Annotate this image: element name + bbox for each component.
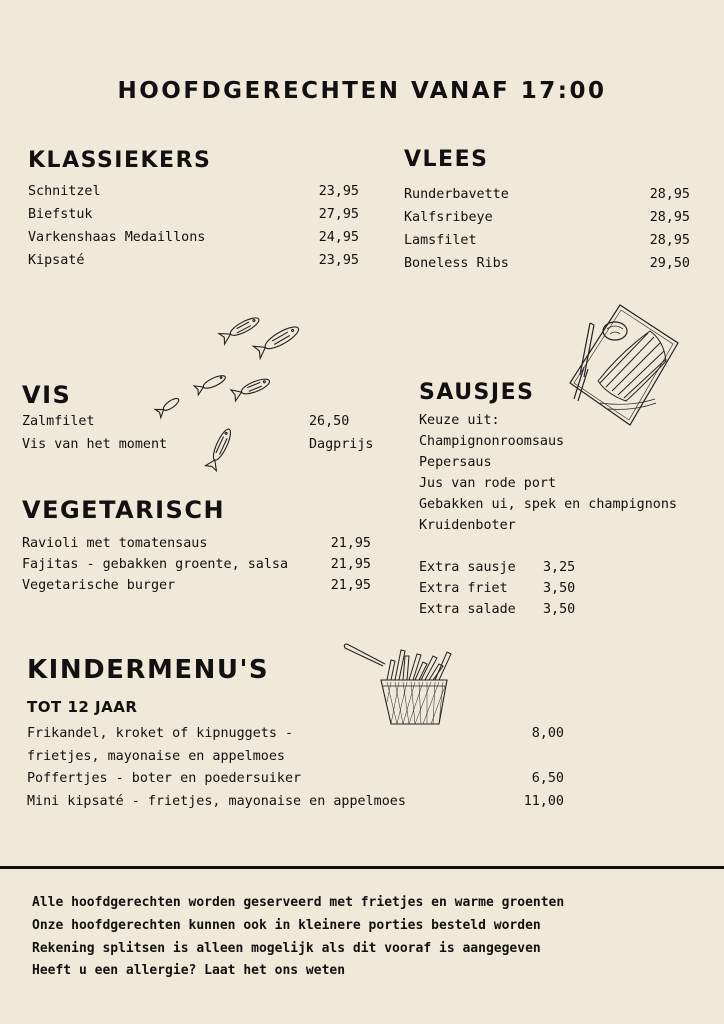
- menu-item-price: 26,50: [309, 414, 350, 429]
- menu-item-price: 21,95: [330, 536, 371, 551]
- menu-item-name: Runderbavette: [404, 187, 509, 202]
- fries-basket-illustration: [343, 642, 458, 728]
- menu-item-name: Kalfsribeye: [404, 210, 493, 225]
- menu-item-name: Ravioli met tomatensaus: [22, 536, 208, 551]
- extra-item-name: Extra salade: [419, 602, 516, 617]
- footer-line: Onze hoofdgerechten kunnen ook in kleinere porties besteld worden: [32, 918, 541, 933]
- footer-line: Rekening splitsen is alleen mogelijk als dit vooraf is aangegeven: [32, 941, 541, 956]
- steak-board-illustration: [560, 303, 682, 428]
- extra-item-name: Extra sausje: [419, 560, 516, 575]
- menu-item-name: Poffertjes - boter en poedersuiker: [27, 771, 302, 786]
- menu-item-price: Dagprijs: [309, 437, 374, 452]
- menu-item-price: 24,95: [318, 230, 359, 245]
- sausjes-intro: Keuze uit:: [419, 413, 500, 428]
- vis-heading: VIS: [22, 381, 72, 409]
- extra-item-price: 3,50: [543, 581, 576, 596]
- menu-item-name: Mini kipsaté - frietjes, mayonaise en appelmoes: [27, 794, 406, 809]
- footer-line: Heeft u een allergie? Laat het ons weten: [32, 963, 346, 978]
- fish-icon: [253, 322, 302, 358]
- menu-item-name: Varkenshaas Medaillons: [28, 230, 206, 245]
- extra-item-price: 3,25: [543, 560, 576, 575]
- menu-item-name: Lamsfilet: [404, 233, 477, 248]
- fish-icon: [194, 372, 227, 395]
- sauce-option: Jus van rode port: [419, 476, 557, 491]
- menu-item-price: 23,95: [318, 253, 359, 268]
- kindermenu-heading: KINDERMENU'S: [27, 655, 270, 685]
- menu-item-name: Boneless Ribs: [404, 256, 509, 271]
- menu-item-name: Vis van het moment: [22, 437, 168, 452]
- menu-item-name: Frikandel, kroket of kipnuggets -: [27, 726, 294, 741]
- section-divider: [0, 866, 724, 869]
- menu-item-price: 28,95: [649, 233, 690, 248]
- menu-item-name: Kipsaté: [28, 253, 85, 268]
- kindermenu-subheading: TOT 12 JAAR: [27, 698, 138, 716]
- menu-item-name: Zalmfilet: [22, 414, 95, 429]
- menu-item-price: 23,95: [318, 184, 359, 199]
- fish-illustration: [150, 318, 310, 463]
- vegetarisch-heading: VEGETARISCH: [22, 496, 226, 524]
- extra-item-name: Extra friet: [419, 581, 508, 596]
- menu-item-name: Vegetarische burger: [22, 578, 176, 593]
- footer-line: Alle hoofdgerechten worden geserveerd met frietjes en warme groenten: [32, 895, 565, 910]
- menu-item-price: 8,00: [531, 726, 564, 741]
- menu-item-price: 6,50: [531, 771, 564, 786]
- sauce-option: Kruidenboter: [419, 518, 516, 533]
- sausjes-heading: SAUSJES: [419, 380, 535, 405]
- fish-icon: [219, 314, 262, 344]
- menu-item-price: 27,95: [318, 207, 359, 222]
- menu-item-name: Fajitas - gebakken groente, salsa: [22, 557, 289, 572]
- menu-item-price: 11,00: [523, 794, 564, 809]
- fish-icon: [155, 395, 181, 418]
- fish-icon: [206, 427, 235, 471]
- menu-item-price: 29,50: [649, 256, 690, 271]
- sauce-option: Pepersaus: [419, 455, 492, 470]
- menu-item-price: 28,95: [649, 187, 690, 202]
- menu-item-name: Schnitzel: [28, 184, 101, 199]
- extra-item-price: 3,50: [543, 602, 576, 617]
- page-title: HOOFDGERECHTEN VANAF 17:00: [117, 78, 607, 104]
- menu-item-price: 28,95: [649, 210, 690, 225]
- menu-item-name-continued: frietjes, mayonaise en appelmoes: [27, 749, 285, 764]
- fish-icon: [231, 375, 272, 401]
- klassiekers-heading: KLASSIEKERS: [28, 148, 212, 173]
- menu-item-price: 21,95: [330, 557, 371, 572]
- sauce-option: Champignonroomsaus: [419, 434, 565, 449]
- menu-item-name: Biefstuk: [28, 207, 93, 222]
- vlees-heading: VLEES: [404, 147, 489, 172]
- sauce-option: Gebakken ui, spek en champignons: [419, 497, 677, 512]
- menu-item-price: 21,95: [330, 578, 371, 593]
